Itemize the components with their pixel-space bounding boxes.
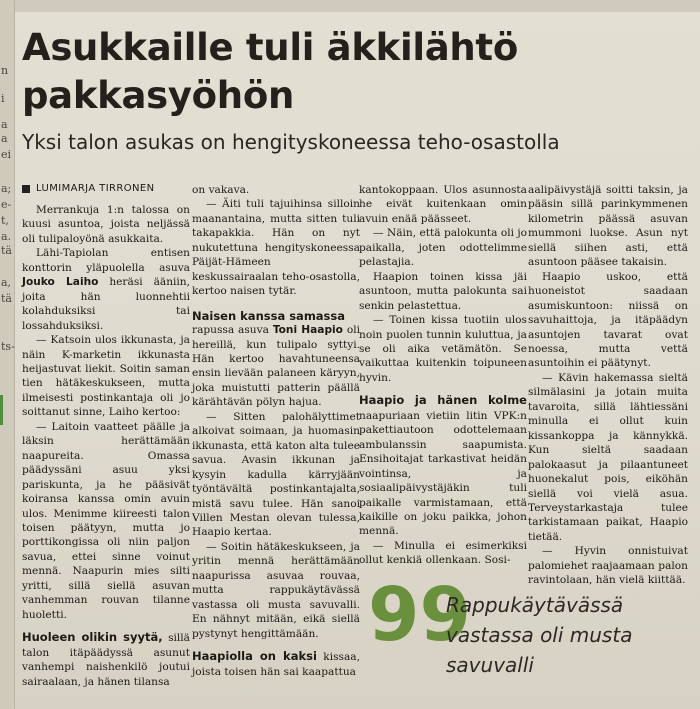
paragraph: — Sitten palohälyttimet alkoivat soimaan, ja huomasin ikkunasta, että katon alta tulee savua. Avasin ikkunan ja kysyin kadulla kärryjään työntävältä postinkantajalta, mistä savu tulee. Hän sanoi Villen Mestan olevan tulessa, Haapio kertaa.: [192, 410, 360, 539]
paragraph: — Soitin hätäkeskukseen, ja yritin mennä herättämään naapurissa asuvaa rouvaa, mutta rappukäytävässä vastassa oli musta savuvalli. En nähnyt mitään, eikä siellä pystynyt hengittämään.: [192, 540, 360, 640]
green-marker: [0, 395, 3, 425]
text-span: rapussa asuva: [192, 324, 273, 337]
column-4: [528, 183, 688, 588]
paragraph: [359, 393, 527, 539]
strip-text: i: [1, 92, 5, 105]
strip-text: a: [1, 118, 8, 131]
paragraph: — Toinen kissa tuotiin ulos noin puolen tunnin kuluttua, ja se oli aika vetämätön. Se vaikuttaa kuitenkin toipuneen hyvin.: [359, 314, 527, 384]
pull-quote: [366, 572, 688, 692]
strip-text: n: [1, 64, 9, 77]
paragraph: [192, 323, 360, 410]
paragraph: — Hyvin onnistuivat palomiehet raajaamaan palon ravintolaan, hän vielä kiittää.: [528, 545, 688, 587]
paragraph: kantokoppaan. Ulos asunnosta he eivät kuitenkaan omin avuin enää päässeet.: [359, 184, 527, 225]
column-1: [22, 203, 190, 689]
strip-text: a;: [1, 182, 12, 195]
paragraph: Haapio uskoo, että huoneistot saadaan asumiskuntoon: niissä on savuhaittoja, ja itäpäädyn asuntojen tavarat ovat noessa, mutta vettä asuntoihin ei päätynyt.: [528, 270, 688, 370]
text-span: sillä talon itäpäädyssä asunut vanhempi naishenkilö joutui sairaalaan, ja hänen tilansa: [22, 632, 190, 688]
text-span: heräsi ääniin, joita hän luonnehtii kolahduksiksi tai lossahduksiksi.: [22, 276, 190, 332]
strip-text: tä: [1, 244, 12, 257]
person-name: Jouko Laiho: [22, 276, 99, 289]
byline-square-icon: [22, 185, 30, 193]
text-span: kissaa, joista toisen hän sai kaapattua: [192, 651, 360, 678]
subheading: Naisen kanssa samassa: [192, 308, 346, 323]
paragraph: — Näin, että palokunta oli jo paikalla, joten odottelimme pelastajia.: [359, 227, 528, 269]
text-span: Lähi-Tapiolan entisen konttorin yläpuolella asuva: [22, 247, 190, 274]
column-3: [359, 183, 527, 568]
paragraph: — Katsoin ulos ikkunasta, ja näin K-marketin ikkunasta heijastuvat liekit. Soitin saman tien hätäkeskukseen, mutta ilmeisesti postinkantaja oli jo soittanut sinne, Laiho kertoo:: [22, 334, 190, 419]
strip-text: tä: [1, 292, 12, 305]
section-lead: Haapiolla on kaksi: [192, 649, 317, 664]
paragraph: — Äiti tuli tajuihinsa silloin maanantaina, mutta sitten tuli takapakkia. Hän on nyt nukutettuna hengityskoneessa Päijät-Hämeen keskussairaalan teho-osastolla, kertoo naisen tytär.: [192, 198, 360, 298]
strip-text: a: [1, 132, 8, 145]
pull-quote-text: Rappukäytävässä vastassa oli musta savuvalli: [446, 593, 633, 677]
byline: [22, 183, 192, 194]
paragraph: — Kävin hakemassa sieltä silmälasini ja jotain muita tavaroita, sillä lähtiessäni minulla ei ollut kuin kissankoppa ja kännykkä. Kun sieltä saadaan palokaasut ja pilaantuneet huonekalut pois, eiköhän siellä voi vielä asua. Terveystarkastaja tulee tarkistamaan paikat, Haapio tietää.: [528, 371, 688, 543]
article-subheadline: Yksi talon asukas on hengityskoneessa teho-osastolla: [22, 130, 560, 154]
person-name: Toni Haapio: [272, 324, 343, 337]
strip-text: ei: [1, 148, 12, 161]
strip-text: ts-: [1, 340, 15, 353]
text-span: oli hereillä, kun tulipalo syttyi. Hän kertoo havahtuneensa ensin lievään palaneen käryyn, joka muistutti patterin päällä kärähtävän pölyn hajua.: [192, 324, 360, 409]
paragraph: Haapion toinen kissa jäi asuntoon, mutta palokunta sai senkin pelastettua.: [359, 270, 527, 312]
paragraph: on vakava.: [192, 184, 250, 196]
article-headline: Asukkaille tuli äkkilähtö pakkasyöhön: [22, 26, 518, 117]
paragraph: — Laitoin vaatteet päälle ja läksin herättämään naapureita. Omassa päädyssäni asuu yksi pariskunta, ja he pääsivät koiransa kanssa omin avuin ulos. Menimme kiireesti talon toisen päätyyn, mutta jo porttikongissa oli niin paljon savua, ettei sinne voinut mennä. Naapurin mies silti yritti, sillä siellä asuvan vanhemman rouvan tilanne huoletti.: [22, 420, 190, 621]
text-span: naapuriaan vietiin litin VPK:n pakettiautoon odottelemaan ambulanssin saapumista. Ensihoitajat tarkastivat heidän vointinsa, ja sosiaalipäivystäjäkin tuli paikalle varmistamaan, että kaikille on joku paikka, johon mennä.: [359, 409, 527, 538]
section-lead: Haapio ja hänen kolme: [359, 393, 527, 408]
top-edge-band: [14, 0, 700, 12]
paragraph: Merrankuja 1:n talossa on kuusi asuntoa, joista neljässä oli tulipaloyönä asukkaita.: [22, 204, 190, 245]
paragraph: — Minulla ei esimerkiksi ollut kenkiä ollenkaan. Sosi-: [359, 539, 527, 567]
strip-text: e-: [1, 198, 12, 211]
adjacent-column-strip: [0, 0, 15, 709]
strip-text: a,: [1, 276, 12, 289]
column-2: [192, 183, 360, 679]
byline-author: LUMIMARJA TIRRONEN: [36, 183, 155, 194]
strip-text: a.: [1, 230, 12, 243]
paragraph: [22, 246, 190, 333]
section-lead: Huoleen olikin syytä,: [22, 630, 163, 645]
paragraph: [22, 630, 190, 689]
paragraph: [192, 649, 360, 679]
quote-marks-icon: 99: [368, 572, 471, 658]
paragraph: aalipäivystäjä soitti taksin, ja pääsin sillä parinkymmenen kilometrin päässä asuvan mummoni luokse. Asun nyt siellä siihen asti, että asuntoon pääsee takaisin.: [528, 184, 688, 269]
strip-text: t,: [1, 214, 9, 227]
